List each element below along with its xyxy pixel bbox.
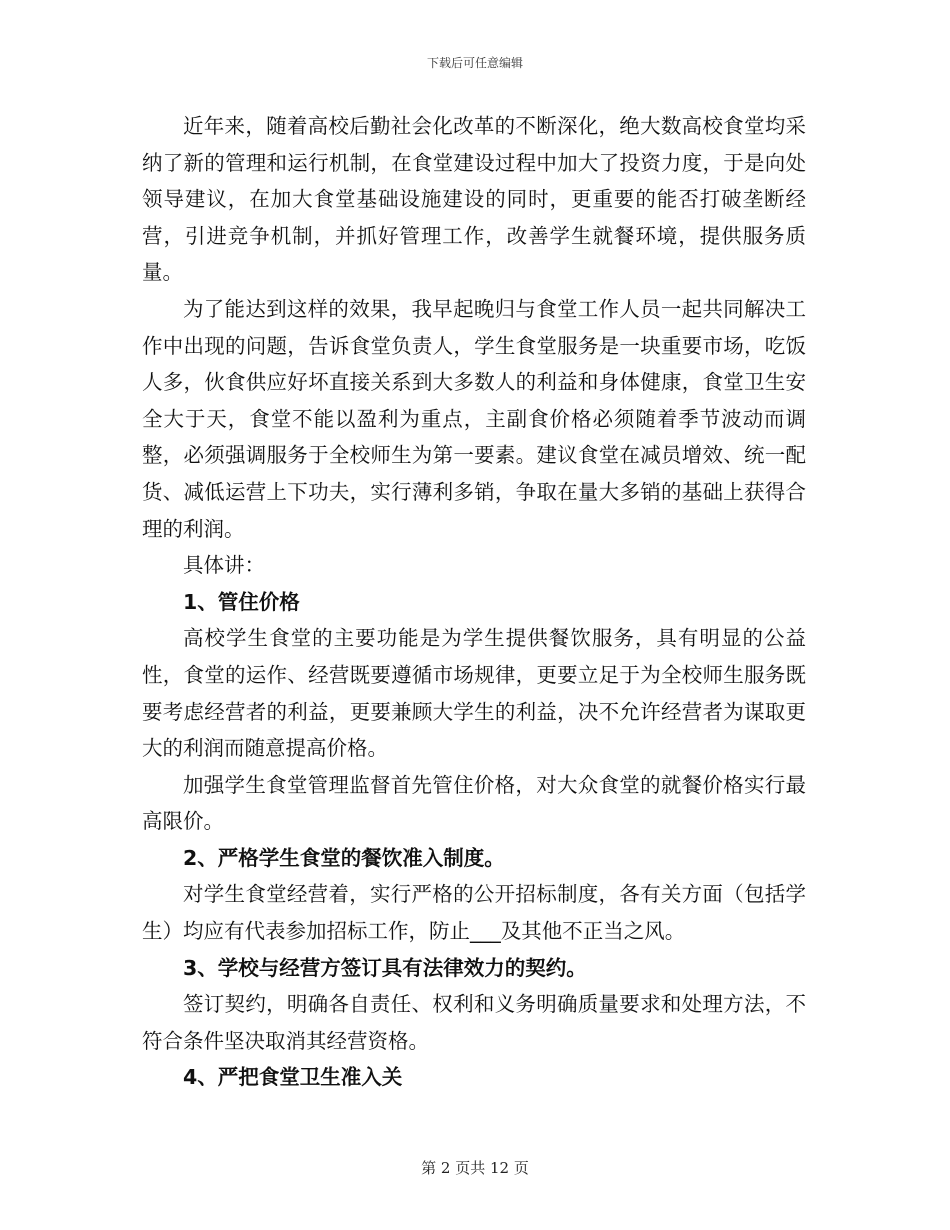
page-header: 下载后可任意编辑: [426, 56, 523, 70]
paragraph-intro: 近年来，随着高校后勤社会化改革的不断深化，绝大数高校食堂均采纳了新的管理和运行机制，在食堂建设过程中加大了投资力度，于是向处领导建议，在加大食堂基础设施建设的同时，更重要的能否打破垄断经营，引进竞争机制，并抓好管理工作，改善学生就餐环境，提供服务质量。: [142, 114, 806, 285]
paragraph-price-limit: 加强学生食堂管理监督首先管住价格，对大众食堂的就餐价格实行最高限价。: [142, 772, 806, 834]
heading-contract: 3、学校与经营方签订具有法律效力的契约。: [183, 955, 587, 980]
heading-access-system: 2、严格学生食堂的餐饮准入制度。: [183, 845, 505, 870]
paragraph-contract: 签订契约，明确各自责任、权利和义务明确质量要求和处理方法，不符合条件坚决取消其经营资格。: [142, 992, 806, 1053]
heading-price-control: 1、管住价格: [183, 589, 300, 614]
paragraph-specifics-lead: 具体讲：: [183, 553, 265, 578]
paragraph-effect: 为了能达到这样的效果，我早起晚归与食堂工作人员一起共同解决工作中出现的问题，告诉食堂负责人，学生食堂服务是一块重要市场，吃饭人多，伙食供应好坏直接关系到大多数人的利益和身体健康，食堂卫生安全大于天，食堂不能以盈利为重点，主副食价格必须随着季节波动而调整，必须强调服务于全校师生为第一要素。建议食堂在减员增效、统一配货、减低运营上下功夫，实行薄利多销，争取在量大多销的基础上获得合理的利润。: [142, 296, 806, 541]
document-body: [142, 108, 806, 1096]
page-footer: 第 2 页共 12 页: [421, 1159, 529, 1177]
paragraph-bidding: 对学生食堂经营着，实行严格的公开招标制度，各有关方面（包括学生）均应有代表参加招标工作，防止___及其他不正当之风。: [142, 882, 806, 944]
heading-hygiene: 4、严把食堂卫生准入关: [183, 1065, 403, 1090]
paragraph-price-function: 高校学生食堂的主要功能是为学生提供餐饮服务，具有明显的公益性，食堂的运作、经营既要遵循市场规律，更要立足于为全校师生服务既要考虑经营者的利益，更要兼顾大学生的利益，决不允许经营者为谋取更大的利润而随意提高价格。: [142, 626, 806, 761]
